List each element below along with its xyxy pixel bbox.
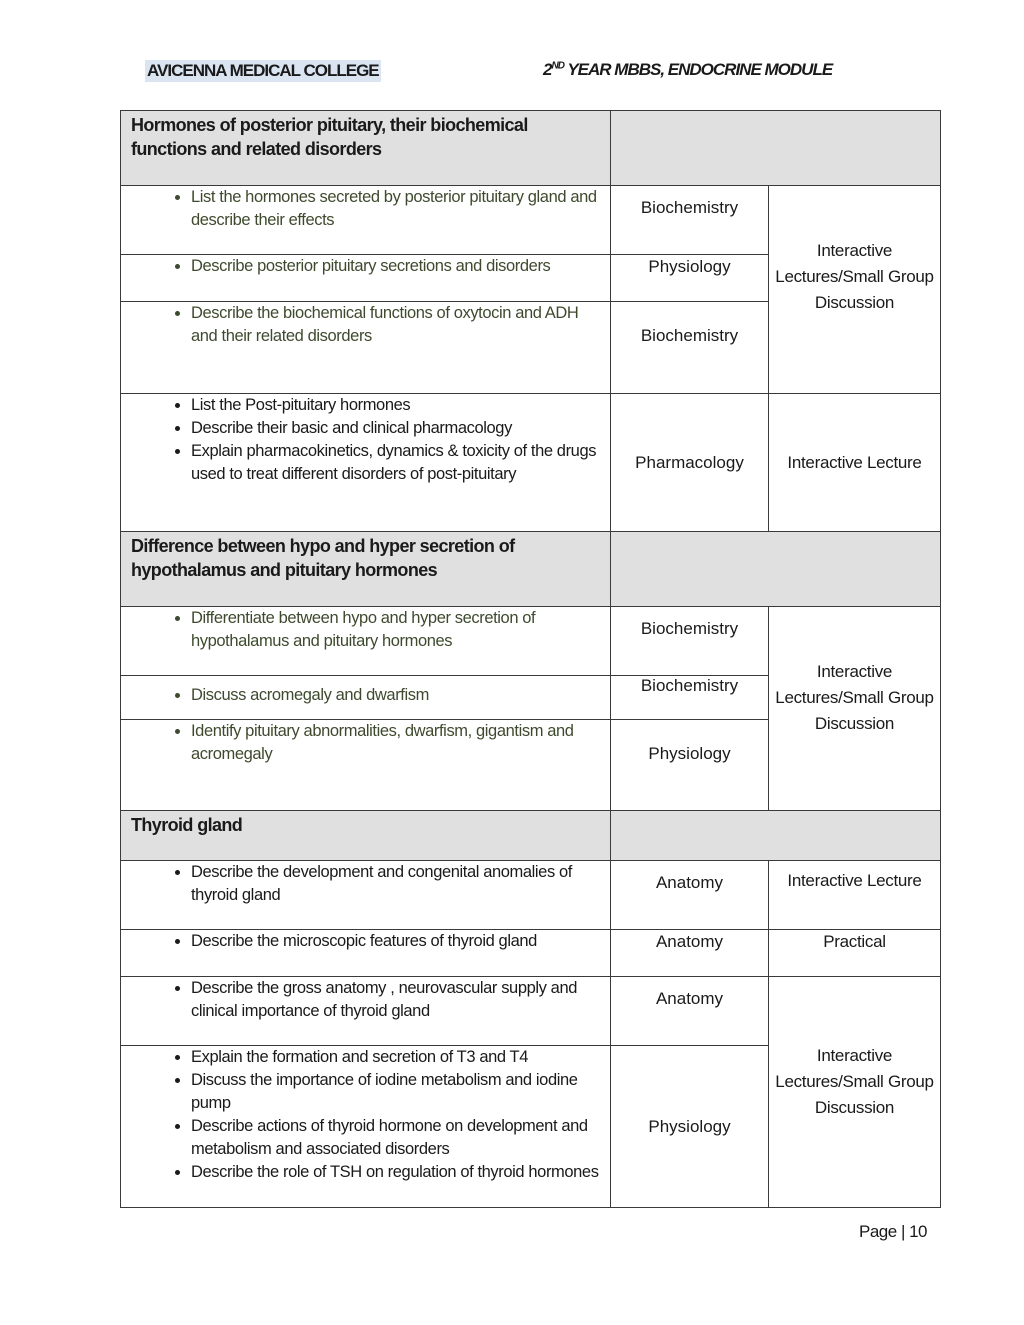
- teaching-method: Interactive Lecture: [769, 394, 941, 532]
- table-row: [121, 607, 941, 676]
- objective: • Describe their basic and clinical pharmacology: [191, 417, 600, 440]
- teaching-method: Interactive Lectures/Small Group Discussion: [769, 977, 941, 1208]
- college-name: AVICENNA MEDICAL COLLEGE: [147, 61, 379, 80]
- objective: • List the Post-pituitary hormones: [191, 394, 600, 417]
- department: Anatomy: [611, 930, 769, 977]
- table-row: [121, 861, 941, 930]
- table-row: [121, 930, 941, 977]
- objective: • Differentiate between hypo and hyper secretion of hypothalamus and pituitary hormones: [191, 607, 600, 653]
- teaching-method: Interactive Lectures/Small Group Discussion: [769, 186, 941, 394]
- table-row: [121, 394, 941, 532]
- objective: • Explain the formation and secretion of T3 and T4: [191, 1046, 600, 1069]
- page-number: Page | 10: [859, 1222, 927, 1241]
- learning-objectives-table: [120, 110, 941, 1208]
- objective: • Describe the gross anatomy , neurovascular supply and clinical importance of thyroid gland: [191, 977, 600, 1023]
- department: Biochemistry: [611, 676, 769, 720]
- objective: • Explain pharmacokinetics, dynamics & toxicity of the drugs used to treat different disorders of post-pituitary: [191, 440, 600, 486]
- table-row: [121, 186, 941, 255]
- module-title: 2ND YEAR MBBS, ENDOCRINE MODULE: [543, 60, 833, 79]
- department: Physiology: [611, 720, 769, 811]
- objective: • Identify pituitary abnormalities, dwarfism, gigantism and acromegaly: [191, 720, 600, 766]
- objective: • Describe actions of thyroid hormone on development and metabolism and associated disorders: [191, 1115, 600, 1161]
- objective: • List the hormones secreted by posterior pituitary gland and describe their effects: [191, 186, 600, 232]
- objective: • Describe the biochemical functions of oxytocin and ADH and their related disorders: [191, 302, 600, 348]
- department: Anatomy: [611, 861, 769, 930]
- department: Biochemistry: [611, 186, 769, 255]
- teaching-method: Practical: [769, 930, 941, 977]
- objective: • Describe the development and congenital anomalies of thyroid gland: [191, 861, 600, 907]
- teaching-method: Interactive Lectures/Small Group Discussion: [769, 607, 941, 811]
- department: Pharmacology: [611, 394, 769, 532]
- department: Biochemistry: [611, 302, 769, 394]
- teaching-method: Interactive Lecture: [769, 861, 941, 930]
- objective: • Discuss the importance of iodine metabolism and iodine pump: [191, 1069, 600, 1115]
- objective: • Discuss acromegaly and dwarfism: [191, 684, 600, 707]
- section-header: [121, 811, 941, 861]
- objective: • Describe the microscopic features of thyroid gland: [191, 930, 600, 953]
- section-title: Thyroid gland: [121, 811, 611, 861]
- section-title: Difference between hypo and hyper secretion of hypothalamus and pituitary hormones: [121, 532, 611, 607]
- department: Physiology: [611, 255, 769, 302]
- section-header: [121, 111, 941, 186]
- objective: • Describe the role of TSH on regulation of thyroid hormones: [191, 1161, 600, 1184]
- department: Physiology: [611, 1046, 769, 1208]
- section-header: [121, 532, 941, 607]
- department: Biochemistry: [611, 607, 769, 676]
- section-title: Hormones of posterior pituitary, their biochemical functions and related disorders: [121, 111, 611, 186]
- table-row: [121, 977, 941, 1046]
- objective: • Describe posterior pituitary secretions and disorders: [191, 255, 600, 278]
- department: Anatomy: [611, 977, 769, 1046]
